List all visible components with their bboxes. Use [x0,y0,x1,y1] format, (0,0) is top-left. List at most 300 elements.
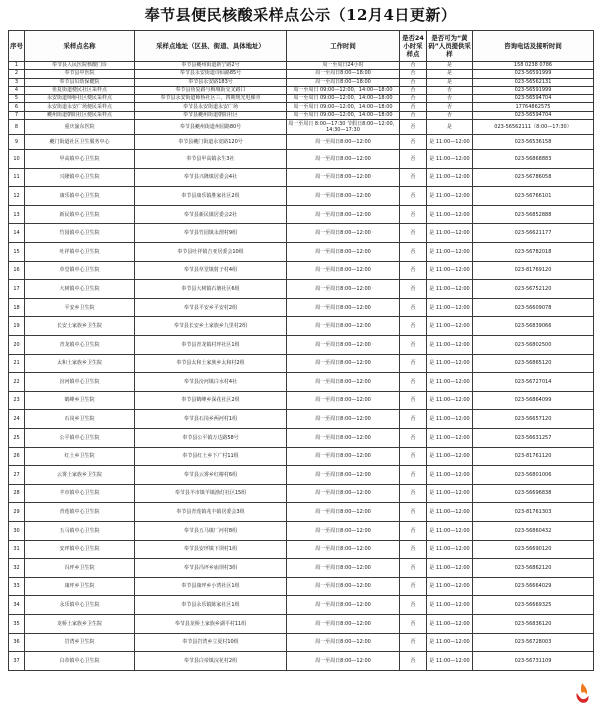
cell-hours: 周一至周日8:00—12:00 [287,280,400,299]
table-row [9,135,594,150]
table-row [9,410,594,429]
cell-24h: 否 [400,540,427,559]
cell-24h: 否 [400,261,427,280]
cell-number: 5 [9,95,25,103]
table-row [9,447,594,466]
cell-24h: 否 [400,410,427,429]
cell-site-name: 红土乡卫生院 [25,447,135,466]
cell-number: 1 [9,62,25,70]
cell-site-name: 冯坪乡卫生院 [25,559,135,578]
cell-hours: 周一至周日8:00—12:00 [287,540,400,559]
cell-phone: 023-56621177 [473,224,594,243]
cell-hours: 周一至周日8:00—12:00 [287,168,400,187]
cell-phone: 023-56591999 [473,70,594,78]
cell-24h: 否 [400,633,427,652]
cell-24h: 否 [400,652,427,671]
cell-address: 奉节县青龙镇村坪社区1组 [135,336,287,355]
cell-site-name: 康坪乡卫生院 [25,577,135,596]
cell-number: 13 [9,205,25,224]
table-row [9,466,594,485]
cell-hours: 周一至周日8:00—12:00 [287,614,400,633]
cell-yellow-code: 是 [427,78,473,86]
table-row [9,120,594,135]
cell-phone: 023-56690120 [473,540,594,559]
cell-number: 23 [9,391,25,410]
cell-site-name: 兴隆镇中心卫生院 [25,168,135,187]
cell-number: 33 [9,577,25,596]
cell-hours: 周一至周日8:00—12:00 [287,336,400,355]
cell-address: 奉节县长安乡土家族乡九里村2组 [135,317,287,336]
column-header-hours: 工作时间 [287,31,400,62]
cell-site-name: 重庆渝东医院 [25,120,135,135]
table-row [9,70,594,78]
cell-24h: 否 [400,596,427,615]
table-row [9,103,594,111]
cell-phone: 023-56868883 [473,150,594,169]
cell-hours: 周一至周日 8:00—17:30 节假日8:00—12:00，14:30—17:30 [288,120,398,134]
cell-address: 奉节县安坪镇下坝村1组 [135,540,287,559]
cell-site-name: 夔门街道社区卫生服务中心 [25,135,135,150]
cell-phone: 023-81761120 [473,447,594,466]
cell-yellow-code: 是 [427,120,473,135]
cell-hours: 周一至周日8:00—12:00 [287,652,400,671]
column-header-24h: 是否24小时采样点 [400,31,427,62]
table-row [9,540,594,559]
cell-address: 奉节县龙桥土家族乡湖平村11组 [135,614,287,633]
cell-24h: 否 [400,354,427,373]
table-row [9,596,594,615]
cell-phone: 023-56727014 [473,373,594,392]
cell-address: 奉节县兴隆镇居委会4社 [135,168,287,187]
cell-24h: 否 [400,503,427,522]
cell-24h: 否 [400,78,427,86]
cell-phone: 023-56865120 [473,354,594,373]
table-row [9,373,594,392]
cell-phone: 158 0238 0786 [473,62,594,70]
cell-yellow-code: 是 11:00—12:00 [427,298,473,317]
table-row [9,317,594,336]
cell-yellow-code: 否 [427,95,473,103]
sampling-sites-table [8,30,594,671]
cell-yellow-code: 是 11:00—12:00 [427,243,473,262]
cell-24h: 否 [400,86,427,94]
table-row [9,428,594,447]
cell-number: 9 [9,135,25,150]
cell-hours: 周一至周日8:00—12:00 [287,447,400,466]
cell-number: 3 [9,78,25,86]
table-row [9,150,594,169]
cell-site-name: 鱼复街道便民社区采样点 [25,86,135,94]
cell-yellow-code: 是 11:00—12:00 [427,540,473,559]
cell-yellow-code: 是 11:00—12:00 [427,354,473,373]
cell-site-name: 长安土家族乡卫生院 [25,317,135,336]
cell-phone: 023-56782018 [473,243,594,262]
column-header-yellow-code: 是否可为“黄码”人员提供采样 [427,31,473,62]
cell-number: 29 [9,503,25,522]
cell-address: 奉节县青莲镇兆丰镇居委会3组 [135,503,287,522]
cell-site-name: 太和土家族乡卫生院 [25,354,135,373]
cell-address: 奉节县竹园镇永渭村9组 [135,224,287,243]
cell-address: 奉节县羊市镇羊镇渔灯社区15组 [135,484,287,503]
cell-address: 奉节县吐祥镇吉亚居委会10组 [135,243,287,262]
table-row [9,521,594,540]
cell-24h: 否 [400,428,427,447]
cell-phone: 023-56562111（8:00—17:30） [473,120,594,135]
cell-number: 15 [9,243,25,262]
table-row [9,224,594,243]
cell-number: 24 [9,410,25,429]
cell-yellow-code: 是 11:00—12:00 [427,466,473,485]
table-row [9,86,594,94]
cell-phone: 023-56802500 [473,336,594,355]
table-row [9,111,594,119]
table-row [9,577,594,596]
cell-yellow-code: 是 11:00—12:00 [427,280,473,299]
cell-number: 18 [9,298,25,317]
table-body [9,62,594,671]
cell-hours: 周一至周日 09:00—12:00，14:00—18:00 [287,103,400,111]
table-row [9,354,594,373]
cell-24h: 否 [400,224,427,243]
cell-phone: 023-56594704 [473,111,594,119]
cell-yellow-code: 是 11:00—12:00 [427,135,473,150]
cell-yellow-code: 否 [427,86,473,94]
table-header-row [9,31,594,62]
cell-phone: 023-56766101 [473,187,594,206]
table-row [9,336,594,355]
cell-yellow-code: 是 11:00—12:00 [427,373,473,392]
cell-24h: 否 [400,614,427,633]
cell-address: 奉节县红土乡下广村11组 [135,447,287,466]
cell-site-name: 安坪镇中心卫生院 [25,540,135,559]
cell-number: 30 [9,521,25,540]
cell-phone: 023-56669325 [473,596,594,615]
cell-yellow-code: 是 11:00—12:00 [427,428,473,447]
cell-phone: 023-56594704 [473,95,594,103]
table-row [9,261,594,280]
cell-site-name: 奉节县妇幼保健院 [25,78,135,86]
cell-address: 奉节县永安街道永安广场 [135,103,287,111]
cell-hours: 周一至周日8:00—12:00 [287,484,400,503]
cell-24h: 否 [400,317,427,336]
cell-number: 10 [9,150,25,169]
cell-number: 14 [9,224,25,243]
cell-site-name: 大树镇中心卫生院 [25,280,135,299]
cell-phone: 023-56591999 [473,86,594,94]
cell-number: 11 [9,168,25,187]
cell-site-name: 岩湾乡卫生院 [25,633,135,652]
cell-site-name: 奉节县人民医院核酸门诊 [25,62,135,70]
table-row [9,205,594,224]
cell-hours: 周一至周日8:00—12:00 [287,187,400,206]
cell-address: 奉节县夔州街道州园路80号 [135,120,287,135]
cell-yellow-code: 否 [427,111,473,119]
cell-24h: 否 [400,111,427,119]
cell-site-name: 永安街道师桥社区便民采样点 [25,95,135,103]
cell-site-name: 平安乡卫生院 [25,298,135,317]
cell-number: 37 [9,652,25,671]
cell-number: 25 [9,428,25,447]
cell-address: 奉节县永安路183号 [135,78,287,86]
table-row [9,633,594,652]
cell-phone: 023-56852888 [473,205,594,224]
cell-address: 奉节县夔州街道朝阳社区 [135,111,287,119]
cell-address: 奉节县夔门街道永宽路120号 [135,135,287,150]
cell-24h: 否 [400,521,427,540]
column-header-phone: 咨询电话及接听时间 [473,31,594,62]
cell-phone: 023-56860432 [473,521,594,540]
cell-address: 奉节县夔州街道新宁路2号 [135,62,287,70]
cell-address: 奉节县鱼复路与梅城街交叉路口 [135,86,287,94]
cell-number: 21 [9,354,25,373]
cell-hours: 周一至周日8:00—12:00 [287,503,400,522]
column-header-site-name: 采样点名称 [25,31,135,62]
cell-yellow-code: 是 11:00—12:00 [427,652,473,671]
page-title: 奉节县便民核酸采样点公示（12月4日更新） [144,6,457,24]
cell-address: 奉节县甲高镇永生3社 [135,150,287,169]
cell-hours: 周一至周日24小时 [287,62,400,70]
cell-hours: 周一至周日 09:00—12:00，14:00—18:00 [287,111,400,119]
cell-yellow-code: 是 11:00—12:00 [427,317,473,336]
cell-24h: 否 [400,391,427,410]
cell-24h: 否 [400,205,427,224]
cell-phone: 17764862575 [473,103,594,111]
cell-address: 奉节县五马镇厂河村8组 [135,521,287,540]
table-row [9,95,594,103]
cell-hours: 周一至周日 09:00—12:00，14:00—18:00 [287,95,400,103]
cell-24h: 否 [400,187,427,206]
cell-phone: 023-56801006 [473,466,594,485]
cell-hours: 周一至周日8:00—12:00 [287,596,400,615]
cell-number: 7 [9,111,25,119]
cell-phone: 023-56609078 [473,298,594,317]
cell-address: 奉节县鹤峰乡深花社区2组 [135,391,287,410]
cell-yellow-code: 是 11:00—12:00 [427,577,473,596]
cell-yellow-code: 是 11:00—12:00 [427,503,473,522]
cell-address: 奉节县大树镇石塘社区6组 [135,280,287,299]
cell-yellow-code: 是 11:00—12:00 [427,336,473,355]
cell-site-name: 羊市镇中心卫生院 [25,484,135,503]
cell-number: 28 [9,484,25,503]
cell-site-name: 石岗乡卫生院 [25,410,135,429]
cell-hours: 周一至周日8:00—12:00 [287,521,400,540]
cell-site-name: 汾河镇中心卫生院 [25,373,135,392]
cell-hours: 周一至周日8:00—12:00 [287,298,400,317]
cell-yellow-code: 否 [427,103,473,111]
cell-phone: 023-81761303 [473,503,594,522]
table-row [9,280,594,299]
cell-hours: 周一至周日8:00—12:00 [287,261,400,280]
cell-yellow-code: 是 11:00—12:00 [427,410,473,429]
cell-phone: 023-56696838 [473,484,594,503]
cell-site-name: 五马镇中心卫生院 [25,521,135,540]
cell-hours: 周一至周日8:00—18:00 [287,78,400,86]
cell-address: 奉节县石岗乡两河村1组 [135,410,287,429]
cell-yellow-code: 是 [427,62,473,70]
cell-number: 26 [9,447,25,466]
cell-phone: 023-81769120 [473,261,594,280]
cell-hours: 周一至周日8:00—12:00 [287,428,400,447]
cell-address: 奉节县汾河镇白水村4社 [135,373,287,392]
cell-number: 4 [9,86,25,94]
cell-number: 2 [9,70,25,78]
cell-24h: 否 [400,447,427,466]
cell-number: 17 [9,280,25,299]
cell-site-name: 龙桥土家族乡卫生院 [25,614,135,633]
cell-hours: 周一至周日8:00—12:00 [287,373,400,392]
table-row [9,62,594,70]
cell-site-name: 草堂镇中心卫生院 [25,261,135,280]
cell-24h: 否 [400,298,427,317]
cell-hours: 周一至周日8:00—12:00 [287,559,400,578]
cell-hours: 周一至周日8:00—12:00 [287,391,400,410]
cell-number: 34 [9,596,25,615]
cell-phone: 023-56562131 [473,78,594,86]
cell-number: 32 [9,559,25,578]
cell-number: 35 [9,614,25,633]
cell-address: 奉节县草堂镇射子村4组 [135,261,287,280]
cell-24h: 否 [400,373,427,392]
cell-site-name: 新民镇中心卫生院 [25,205,135,224]
cell-24h: 否 [400,150,427,169]
cell-number: 36 [9,633,25,652]
cell-address: 奉节县公平镇万达路58号 [135,428,287,447]
cell-site-name: 青莲镇中心卫生院 [25,503,135,522]
cell-24h: 否 [400,70,427,78]
cell-number: 27 [9,466,25,485]
cell-address: 奉节县平安乡平安村2组 [135,298,287,317]
cell-address: 奉节县康坪乡小湾社区1组 [135,577,287,596]
cell-hours: 周一至周日8:00—12:00 [287,150,400,169]
cell-yellow-code: 是 11:00—12:00 [427,150,473,169]
cell-hours: 周一至周日8:00—12:00 [287,317,400,336]
cell-yellow-code: 是 11:00—12:00 [427,447,473,466]
table-row [9,559,594,578]
cell-site-name: 永乐镇中心卫生院 [25,596,135,615]
cell-address: 奉节县云雾乡红椿村6组 [135,466,287,485]
cell-number: 6 [9,103,25,111]
cell-site-name: 云雾土家族乡卫生院 [25,466,135,485]
cell-number: 16 [9,261,25,280]
cell-yellow-code: 是 11:00—12:00 [427,559,473,578]
cell-24h: 否 [400,484,427,503]
cell-address: 奉节县太和土家族乡太和村2组 [135,354,287,373]
cell-hours: 周一至周日8:00—12:00 [287,354,400,373]
cell-number: 19 [9,317,25,336]
cell-24h: 否 [400,62,427,70]
cell-24h: 否 [400,559,427,578]
cell-yellow-code: 是 11:00—12:00 [427,391,473,410]
cell-site-name: 吐祥镇中心卫生院 [25,243,135,262]
table-row [9,243,594,262]
cell-24h: 否 [400,243,427,262]
cell-address: 奉节县永安街道师桥社区三，四期规光电梯旁 [135,95,287,103]
column-header-number: 序号 [9,31,25,62]
cell-phone: 023-56631257 [473,428,594,447]
cell-phone: 023-56862120 [473,559,594,578]
cell-24h: 否 [400,168,427,187]
cell-number: 20 [9,336,25,355]
cell-yellow-code: 是 11:00—12:00 [427,205,473,224]
cell-number: 31 [9,540,25,559]
cell-24h: 否 [400,336,427,355]
cell-number: 12 [9,187,25,206]
table-row [9,484,594,503]
cell-number: 22 [9,373,25,392]
cell-24h: 否 [400,95,427,103]
column-header-address: 采样点地址（区县、街道、具体地址） [135,31,287,62]
cell-yellow-code: 是 11:00—12:00 [427,187,473,206]
flame-logo-icon [573,682,591,704]
table-row [9,391,594,410]
cell-24h: 否 [400,577,427,596]
cell-hours: 周一至周日8:00—18:00 [287,70,400,78]
cell-24h: 否 [400,280,427,299]
cell-hours: 周一至周日8:00—12:00 [287,633,400,652]
cell-hours: 周一至周日8:00—12:00 [287,135,400,150]
cell-hours: 周一至周日8:00—12:00 [287,410,400,429]
cell-site-name: 白帝镇中心卫生院 [25,652,135,671]
cell-yellow-code: 是 11:00—12:00 [427,521,473,540]
cell-hours: 周一至周日 09:00—12:00，14:00—18:00 [287,86,400,94]
cell-yellow-code: 是 11:00—12:00 [427,596,473,615]
cell-phone: 023-56731109 [473,652,594,671]
table-row [9,187,594,206]
cell-phone: 023-56752120 [473,280,594,299]
cell-address: 奉节县白帝镇浣花村2组 [135,652,287,671]
cell-hours: 周一至周日8:00—12:00 [287,577,400,596]
cell-phone: 023-56836120 [473,614,594,633]
cell-yellow-code: 是 11:00—12:00 [427,633,473,652]
table-row [9,168,594,187]
cell-24h: 否 [400,466,427,485]
cell-phone: 023-56657120 [473,410,594,429]
cell-phone: 023-56864099 [473,391,594,410]
cell-site-name: 公平镇中心卫生院 [25,428,135,447]
cell-number: 8 [9,120,25,135]
cell-address: 奉节县冯坪乡庙坝村3组 [135,559,287,578]
cell-site-name: 康乐镇中心卫生院 [25,187,135,206]
table-row [9,298,594,317]
cell-address: 奉节县新民镇居委会2社 [135,205,287,224]
cell-24h: 否 [400,103,427,111]
cell-phone: 023-56786058 [473,168,594,187]
cell-yellow-code: 是 11:00—12:00 [427,261,473,280]
cell-hours: 周一至周日8:00—12:00 [287,224,400,243]
cell-site-name: 青龙镇中心卫生院 [25,336,135,355]
cell-phone: 023-56664029 [473,577,594,596]
table-row [9,614,594,633]
cell-yellow-code: 是 [427,70,473,78]
cell-site-name: 奉节县中医院 [25,70,135,78]
cell-24h: 否 [400,120,427,135]
table-row [9,503,594,522]
cell-phone: 023-56728003 [473,633,594,652]
cell-site-name: 鹤峰乡卫生院 [25,391,135,410]
cell-address: 奉节县永安街道诗仙路85号 [135,70,287,78]
cell-site-name: 竹园镇中心卫生院 [25,224,135,243]
cell-24h: 否 [400,135,427,150]
cell-site-name: 永安街道永安广场便民采样点 [25,103,135,111]
cell-yellow-code: 是 11:00—12:00 [427,484,473,503]
cell-phone: 023-56536158 [473,135,594,150]
cell-address: 奉节县永乐镇陈家社区1组 [135,596,287,615]
cell-phone: 023-56839066 [473,317,594,336]
cell-hours: 周一至周日8:00—12:00 [287,243,400,262]
cell-site-name: 甲高镇中心卫生院 [25,150,135,169]
cell-hours: 周一至周日8:00—12:00 [287,205,400,224]
cell-hours: 周一至周日8:00—12:00 [287,466,400,485]
